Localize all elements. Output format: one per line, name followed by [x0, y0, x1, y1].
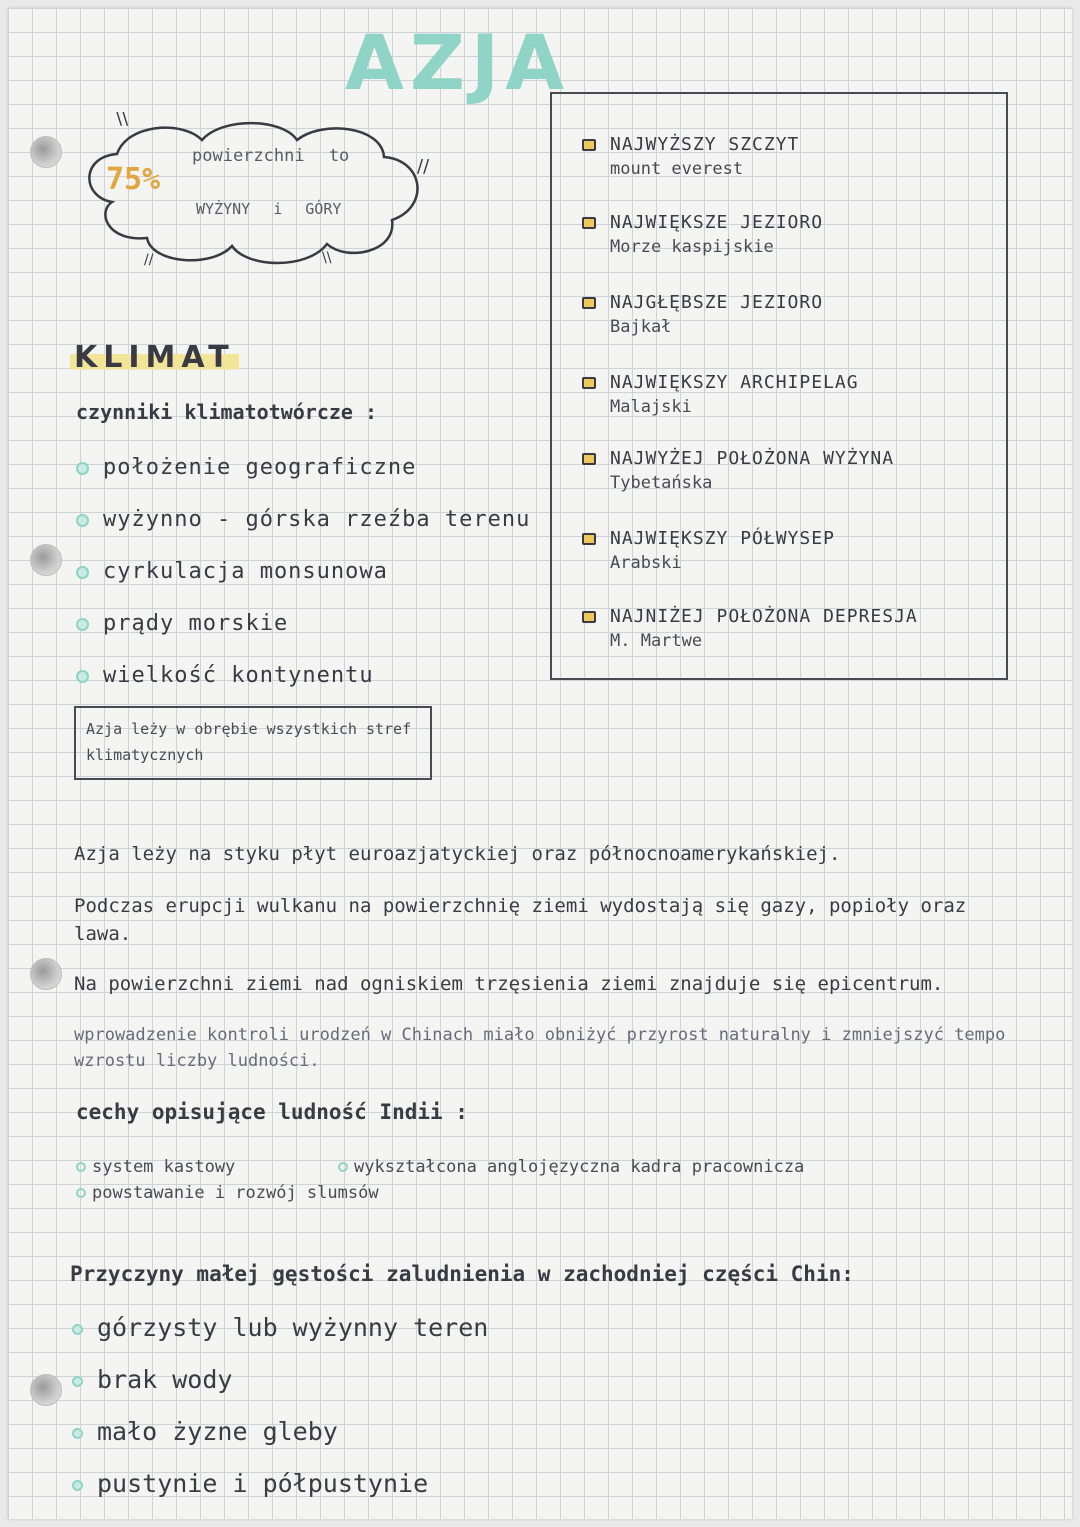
- feature-text: wykształcona anglojęzyczna kadra pracownicza: [354, 1157, 805, 1177]
- cloud-text-line1: powierzchni to: [192, 146, 350, 166]
- fact-value: Bajkał: [610, 317, 672, 337]
- india-heading: cechy opisujące ludność Indii :: [76, 1100, 468, 1124]
- fact-heading: NAJNIŻEJ POŁOŻONA DEPRESJA: [610, 606, 918, 627]
- square-bullet-icon: [582, 297, 596, 309]
- india-features: [76, 1154, 805, 1206]
- list-item: [338, 1154, 804, 1180]
- klimat-note-box: Azja leży w obrębie wszystkich stref klimatycznych: [74, 706, 432, 780]
- reason-text: górzysty lub wyżynny teren: [97, 1313, 489, 1342]
- fact-value: Morze kaspijskie: [610, 237, 774, 257]
- binder-hole: [30, 136, 62, 168]
- fact-item: [582, 528, 835, 573]
- fact-heading: NAJWIĘKSZE JEZIORO: [610, 212, 824, 233]
- fact-item: [582, 134, 799, 179]
- bullet-icon: [76, 670, 89, 683]
- square-bullet-icon: [582, 217, 596, 229]
- paragraph-volcano: Podczas erupcji wulkanu na powierzchnię ziemi wydostają się gazy, popioły oraz lawa.: [74, 895, 967, 945]
- feature-text: system kastowy: [92, 1157, 236, 1177]
- fact-value: mount everest: [610, 159, 744, 179]
- list-item: [76, 658, 530, 710]
- paragraph-plates: Azja leży na styku płyt euroazjatyckiej oraz północnoamerykańskiej.: [74, 843, 841, 865]
- klimat-heading: KLIMAT: [70, 340, 239, 375]
- square-bullet-icon: [582, 611, 596, 623]
- binder-hole: [30, 544, 62, 576]
- fact-value: Arabski: [610, 553, 682, 573]
- square-bullet-icon: [582, 139, 596, 151]
- fact-value: M. Martwe: [610, 631, 703, 651]
- list-item: [76, 450, 530, 502]
- bullet-icon: [76, 1162, 86, 1172]
- list-item: [72, 1466, 488, 1518]
- list-item: [76, 1180, 379, 1206]
- square-bullet-icon: [582, 377, 596, 389]
- svg-text:\\: \\: [322, 250, 332, 266]
- fact-item: [582, 292, 823, 337]
- klimat-factor-list: [76, 450, 530, 710]
- reason-text: pustynie i półpustynie: [97, 1469, 429, 1498]
- klimat-subheading: czynniki klimatotwórcze :: [76, 400, 378, 424]
- cloud-text-line2: WYŻYNY i GÓRY: [196, 200, 342, 218]
- square-bullet-icon: [582, 453, 596, 465]
- fact-item: [582, 372, 859, 417]
- svg-text://: //: [417, 156, 430, 177]
- fact-item: [582, 212, 823, 257]
- fact-item: [582, 606, 918, 651]
- list-item: [72, 1310, 488, 1362]
- factor-text: prądy morskie: [103, 611, 289, 636]
- bullet-icon: [76, 566, 89, 579]
- fact-heading: NAJWYŻSZY SZCZYT: [610, 134, 800, 155]
- bullet-icon: [72, 1428, 83, 1439]
- feature-text: powstawanie i rozwój slumsów: [92, 1183, 379, 1203]
- factor-text: wielkość kontynentu: [103, 663, 374, 688]
- bullet-icon: [72, 1324, 83, 1335]
- binder-hole: [30, 1374, 62, 1406]
- svg-text://: //: [144, 252, 154, 268]
- factor-text: wyżynno - górska rzeźba terenu: [103, 507, 531, 532]
- list-item: [72, 1362, 488, 1414]
- bullet-icon: [76, 514, 89, 527]
- facts-box: [550, 92, 1008, 680]
- list-item: [76, 502, 530, 554]
- factor-text: położenie geograficzne: [103, 455, 417, 480]
- fact-heading: NAJWYŻEJ POŁOŻONA WYŻYNA: [610, 448, 895, 469]
- china-density-heading: Przyczyny małej gęstości zaludnienia w zachodniej części Chin:: [70, 1262, 854, 1286]
- page-title: AZJA: [345, 18, 571, 107]
- bullet-icon: [76, 1188, 86, 1198]
- list-item: [76, 606, 530, 658]
- fact-heading: NAJGŁĘBSZE JEZIORO: [610, 292, 824, 313]
- list-item: [76, 554, 530, 606]
- square-bullet-icon: [582, 533, 596, 545]
- fact-item: [582, 448, 894, 493]
- paragraph-epicentrum: Na powierzchni ziemi nad ogniskiem trzęsienia ziemi znajduje się epicentrum.: [74, 973, 944, 995]
- binder-hole: [30, 958, 62, 990]
- fact-heading: NAJWIĘKSZY PÓŁWYSEP: [610, 528, 835, 549]
- list-item: [76, 1154, 379, 1180]
- bullet-icon: [72, 1376, 83, 1387]
- fact-value: Malajski: [610, 397, 692, 417]
- paragraph-china-birth-control: wprowadzenie kontroli urodzeń w Chinach miało obniżyć przyrost naturalny i zmniejszyć tempo wzrostu liczby ludności.: [74, 1025, 1006, 1071]
- china-density-reasons: [72, 1310, 488, 1518]
- bullet-icon: [72, 1480, 83, 1491]
- fact-value: Tybetańska: [610, 473, 713, 493]
- reason-text: brak wody: [97, 1365, 233, 1394]
- list-item: [72, 1414, 488, 1466]
- fact-heading: NAJWIĘKSZY ARCHIPELAG: [610, 372, 859, 393]
- factor-text: cyrkulacja monsunowa: [103, 559, 388, 584]
- svg-text:\\: \\: [116, 112, 129, 129]
- bullet-icon: [338, 1162, 348, 1172]
- reason-text: mało żyzne gleby: [97, 1417, 338, 1446]
- cloud-percent: 75%: [106, 162, 161, 197]
- bullet-icon: [76, 462, 89, 475]
- bullet-icon: [76, 618, 89, 631]
